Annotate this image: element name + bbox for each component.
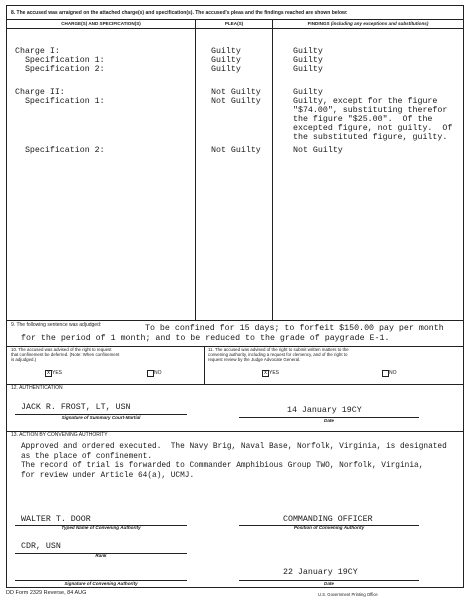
charge-1-spec-2: Specification 2: xyxy=(15,65,105,74)
finding-charge-1-spec-2: Guilty xyxy=(293,65,323,74)
section10-no-label: NO xyxy=(154,370,162,376)
section11-yes-checkbox[interactable]: x xyxy=(264,370,267,376)
sentence-line-2: for the period of 1 month; and to be reduced to the grade of paygrade E-1. xyxy=(21,334,390,343)
authentication-date: 14 January 19CY xyxy=(287,406,362,415)
gpo-notice: U.S. Government Printing Office xyxy=(318,592,378,597)
col-pleas-header: PLEA(S) xyxy=(224,21,244,26)
charge-2-spec-1: Specification 1: xyxy=(15,97,105,106)
divider xyxy=(7,320,463,321)
charge-2: Charge II: xyxy=(15,88,65,97)
column-divider xyxy=(195,19,196,320)
convening-authority-name: WALTER T. DOOR xyxy=(21,515,91,524)
charge-1-spec-1: Specification 1: xyxy=(15,56,105,65)
form-number: DD Form 2329 Reverse, 84 AUG xyxy=(6,590,87,596)
charge-1: Charge I: xyxy=(15,47,60,56)
summary-court-signer: JACK R. FROST, LT, USN xyxy=(21,403,131,412)
convening-authority-rank: CDR, USN xyxy=(21,542,61,551)
plea-charge-2-spec-1: Not Guilty xyxy=(211,97,261,106)
section10-yes-checkbox[interactable]: x xyxy=(47,370,50,376)
col-findings-label: FINDINGS xyxy=(307,21,330,26)
section11-text-3: request review by the Judge Advocate General. xyxy=(208,357,301,362)
divider xyxy=(7,19,463,20)
plea-charge-2: Not Guilty xyxy=(211,88,261,97)
section13-label: 13. ACTION BY CONVENING AUTHORITY xyxy=(11,432,108,438)
name-caption: Typed Name of Convening Authority xyxy=(61,525,141,530)
section11-text-1: 11. The accused was advised of the right to submit written matters to the xyxy=(208,347,349,352)
plea-charge-1-spec-2: Guilty xyxy=(211,65,241,74)
column-divider xyxy=(204,346,205,384)
col-findings-header xyxy=(273,21,463,27)
finding-charge-1: Guilty xyxy=(293,47,323,56)
section9-label: 9. The following sentence was adjudged: xyxy=(11,322,102,328)
position-caption: Position of Convening Authority xyxy=(293,525,365,530)
section10-text-1: 10. The accused was advised of the right to request xyxy=(11,347,112,352)
convening-action-text: Approved and ordered executed. The Navy Brig, Naval Base, Norfolk, Virginia, is designated as the place of confinement. The record of trial is forwarded to Commander Amphibious Group TWO, Norfolk, Virginia, for review under Article 64(a), UCMJ. xyxy=(21,443,447,480)
charge-2-spec-2: Specification 2: xyxy=(15,146,105,155)
section10-no-checkbox[interactable] xyxy=(147,370,154,377)
convening-date: 22 January 19CY xyxy=(283,568,358,577)
divider xyxy=(7,28,463,29)
section10-text-3: is adjudged.) xyxy=(11,357,37,362)
signer-caption: Signature of Summary Court-Martial xyxy=(61,415,141,420)
authentication-date-caption: Date xyxy=(324,418,334,423)
form-frame xyxy=(6,5,464,588)
convening-date-caption: Date xyxy=(324,581,334,586)
section10-text-2: that confinement be deferred. (Note: When confinement xyxy=(11,352,120,357)
convening-authority-position: COMMANDING OFFICER xyxy=(283,515,373,524)
plea-charge-1-spec-1: Guilty xyxy=(211,56,241,65)
sentence-line-1: To be confined for 15 days; to forfeit $150.00 pay per month xyxy=(145,324,444,333)
section10-yes-label: YES xyxy=(52,370,63,376)
finding-charge-1-spec-1: Guilty xyxy=(293,56,323,65)
column-divider xyxy=(272,19,273,320)
section11-yes-label: YES xyxy=(269,370,280,376)
plea-charge-2-spec-2: Not Guilty xyxy=(211,146,261,155)
col-findings-note: (including any exceptions and substitutions) xyxy=(330,21,429,26)
signature-caption: Signature of Convening Authority xyxy=(64,581,138,586)
col-charges-header: CHARGE(S) AND SPECIFICATION(S) xyxy=(61,21,141,26)
finding-charge-2-spec-1: Guilty, except for the figure "$74.00", substituting therefor the figure "$25.00". Of the excepted figure, not guilty. Of the substituted figure, guilty. xyxy=(293,97,453,142)
section12-label: 12. AUTHENTICATION xyxy=(11,385,63,391)
section11-no-checkbox[interactable] xyxy=(382,370,389,377)
divider xyxy=(7,384,463,385)
finding-charge-2: Guilty xyxy=(293,88,323,97)
finding-charge-2-spec-2: Not Guilty xyxy=(293,146,343,155)
plea-charge-1: Guilty xyxy=(211,47,241,56)
section11-text-2: convening authority, including a request for clemency, and of the right to xyxy=(208,352,348,357)
section8-intro: 8. The accused was arraigned on the attached charge(s) and specification(s). The accused's pleas and the findings reached are shown below: xyxy=(11,10,348,16)
section11-no-label: NO xyxy=(389,370,397,376)
rank-caption: Rank xyxy=(95,553,107,558)
